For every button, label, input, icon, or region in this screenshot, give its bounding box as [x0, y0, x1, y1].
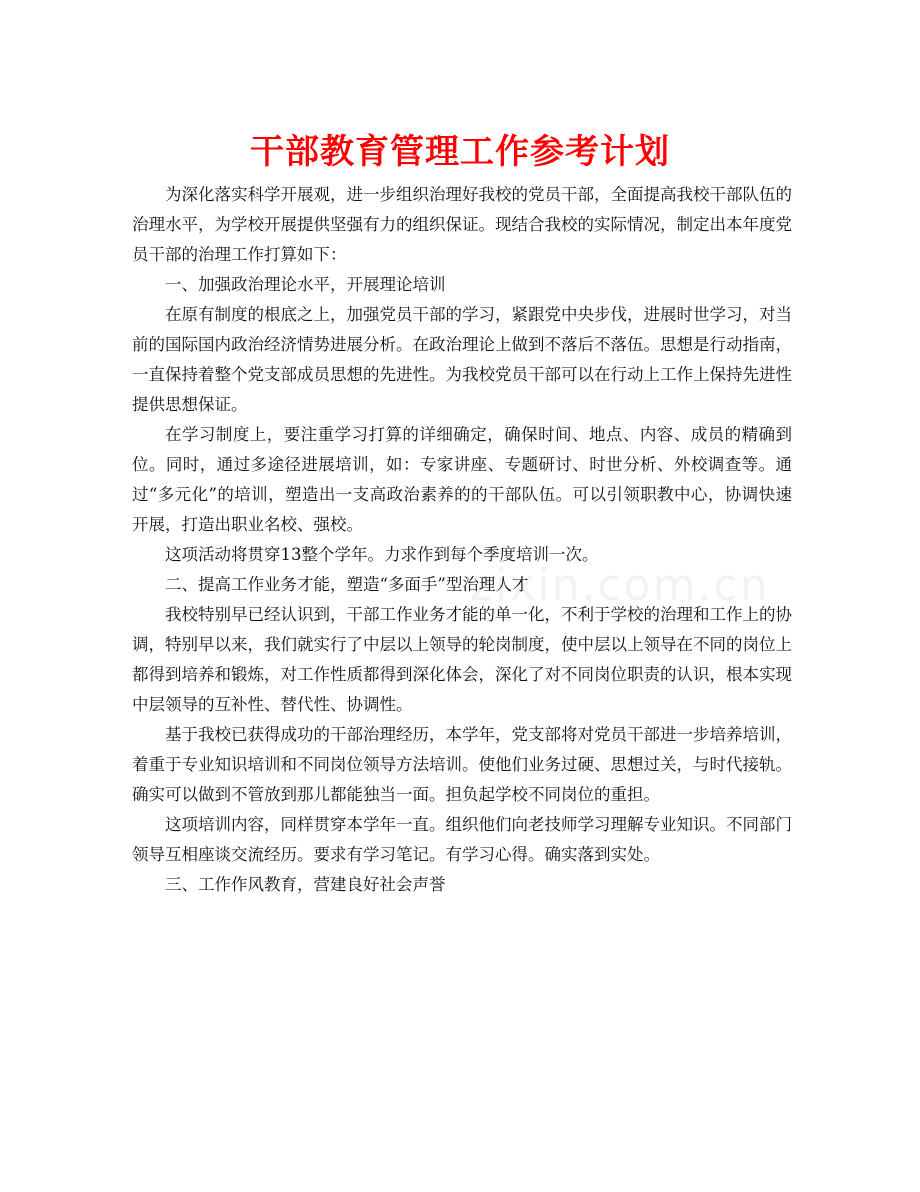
- paragraph: 在学习制度上，要注重学习打算的详细确定，确保时间、地点、内容、成员的精确到位。同时，通过多途径进展培训，如：专家讲座、专题研讨、时世分析、外校调查等。通过“多元化”的培训，塑造出一支高政治素养的的干部队伍。可以引领职教中心，协调快速开展，打造出职业名校、强校。: [132, 425, 792, 534]
- paragraph: 基于我校已获得成功的干部治理经历，本学年，党支部将对党员干部进一步培养培训，着重于专业知识培训和不同岗位领导方法培训。使他们业务过硬、思想过关，与时代接轨。确实可以做到不管放到那儿都能独当一面。担负起学校不同岗位的重担。: [132, 725, 792, 804]
- paragraph: 我校特别早已经认识到，干部工作业务才能的单一化，不利于学校的治理和工作上的协调，特别早以来，我们就实行了中层以上领导的轮岗制度，使中层以上领导在不同的岗位上都得到培养和锻炼，对工作性质都得到深化体会，深化了对不同岗位职责的认识，根本实现中层领导的互补性、替代性、协调性。: [132, 605, 792, 714]
- document-title: 干部教育管理工作参考计划: [250, 132, 670, 172]
- paragraph: 这项培训内容，同样贯穿本学年一直。组织他们向老技师学习理解专业知识。不同部门领导互相座谈交流经历。要求有学习笔记。有学习心得。确实落到实处。: [132, 815, 792, 864]
- paragraph: 在原有制度的根底之上，加强党员干部的学习，紧跟党中央步伐，进展时世学习，对当前的国际国内政治经济情势进展分析。在政治理论上做到不落后不落伍。思想是行动指南，一直保持着整个党支部成员思想的先进性。为我校党员干部可以在行动上工作上保持先进性提供思想保证。: [132, 305, 792, 414]
- document-body: [132, 180, 792, 900]
- watermark: zixin.com.cn: [470, 560, 770, 611]
- paragraph-intro: 为深化落实科学开展观，进一步组织治理好我校的党员干部，全面提高我校干部队伍的治理水平，为学校开展提供坚强有力的组织保证。现结合我校的实际情况，制定出本年度党员干部的治理工作打算如下：: [132, 185, 792, 264]
- section-heading-3: 三、工作作风教育，营建良好社会声誉: [165, 875, 446, 894]
- section-heading-2: 二、提高工作业务才能，塑造“多面手”型治理人才: [165, 575, 529, 594]
- paragraph: 这项活动将贯穿13整个学年。力求作到每个季度培训一次。: [165, 545, 599, 564]
- section-heading-1: 一、加强政治理论水平，开展理论培训: [165, 275, 446, 294]
